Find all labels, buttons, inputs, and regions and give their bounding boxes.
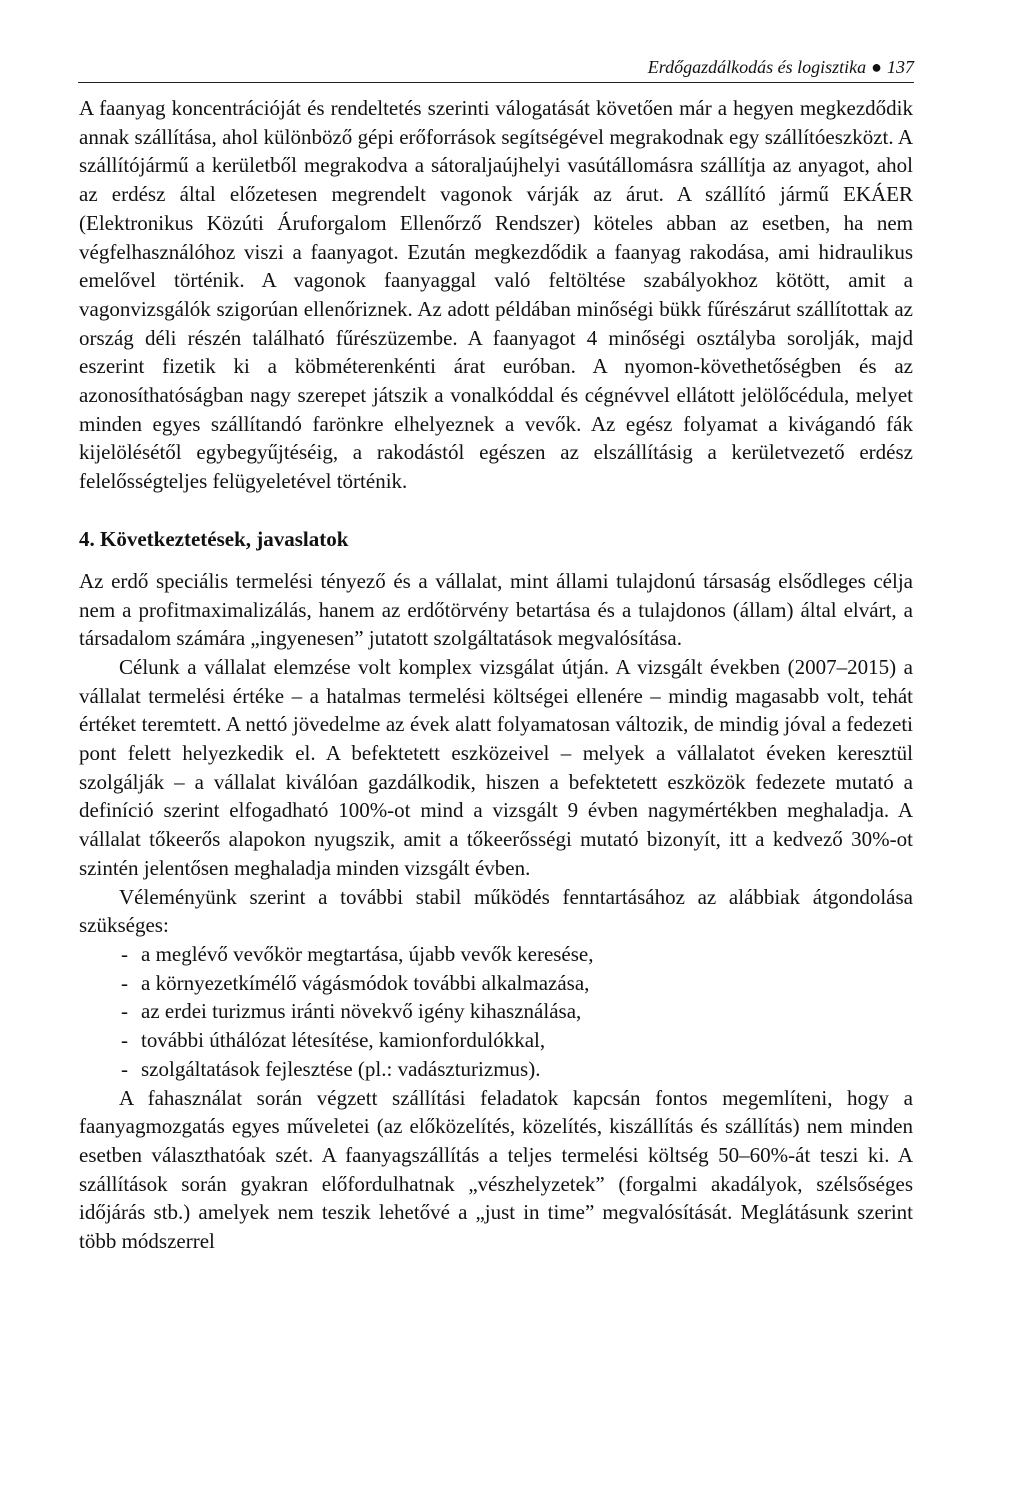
list-marker: - <box>121 970 128 995</box>
page-number: 137 <box>887 57 914 77</box>
list-marker: - <box>121 999 128 1024</box>
list-item-text: szolgáltatások fejlesztése (pl.: vadászturizmus). <box>141 1056 541 1081</box>
list-item <box>79 997 913 1026</box>
list-item <box>79 1026 913 1055</box>
paragraph-analysis: Célunk a vállalat elemzése volt komplex vizsgálat útján. A vizsgált években (2007–2015) a vállalat termelési értéke – a hatalmas termelési költségei ellenére – mindig magasabb volt, tehát értéket teremtett. A nettó jövedelme az évek alatt folyamatosan változik, de mindig jóval a fedezeti pont felett helyezkedik el. A befektetett eszközeivel – melyek a vállalatot éveken keresztül szolgálják – a vállalat kiválóan gazdálkodik, hiszen a befektetett eszközök fedezete mutató a definíció szerint elfogadható 100%-ot mind a vizsgált 9 évben nagymértékben meghaladja. A vállalat tőkeerős alapokon nyugszik, amit a tőkeerősségi mutató bizonyít, itt a kedvező 30%-ot szintén jelentősen meghaladja minden vizsgált évben. <box>79 654 913 880</box>
list-marker: - <box>121 1028 128 1053</box>
journal-title: Erdőgazdálkodás és logisztika <box>647 57 867 77</box>
paragraph-recommendations-intro: Véleményünk szerint a további stabil működés fenntartásához az alábbiak átgondolása szükséges: <box>79 884 913 938</box>
list-item-text: a meglévő vevőkör megtartása, újabb vevők keresése, <box>141 941 594 966</box>
paragraph-forest-role: Az erdő speciális termelési tényező és a vállalat, mint állami tulajdonú társaság elsődleges célja nem a profitmaximalizálás, hanem az erdőtörvény betartása és a tulajdonos (állam) által elvárt, a társadalom számára „ingyenesen” jutatott szolgáltatások megvalósítása. <box>79 568 913 651</box>
body-text <box>79 94 913 1256</box>
paragraph-logistics: A faanyag koncentrációját és rendeltetés szerinti válogatását követően már a hegyen megkezdődik annak szállítása, ahol különböző gépi erőforrások segítségével megrakodnak egy szállítóeszközt. A szállítójármű a kerületből megrakodva a sátoraljaújhelyi vasútállomásra szállítja az anyagot, ahol az erdész által előzetesen megrendelt vagonok várják az árut. A szállító jármű EKÁER (Elektronikus Közúti Áruforgalom Ellenőrző Rendszer) köteles abban az esetben, ha nem végfelhasználóhoz viszi a faanyagot. Ezután megkezdődik a faanyag rakodása, ami hidraulikus emelővel történik. A vagonok faanyaggal való feltöltése szabályokhoz kötött, amit a vagonvizsgálók szigorúan ellenőriznek. Az adott példában minőségi bükk fűrészárut szállítottak az ország déli részén található fűrészüzembe. A faanyagot 4 minőségi osztályba sorolják, majd eszerint fizetik ki a köbméterenkénti árat euróban. A nyomon-követhetőségben és az azonosíthatóságban nagy szerepet játszik a vonalkóddal és cégnévvel ellátott jelölőcédula, melyet minden egyes szállítandó farönkre elhelyeznek a vevők. Az egész folyamat a kivágandó fák kijelölésétől egybegyűjtéséig, a rakodástól egészen az elszállításig a kerületvezető erdész felelősségteljes felügyeletével történik. <box>79 96 913 494</box>
list-item-text: a környezetkímélő vágásmódok további alkalmazása, <box>141 970 590 995</box>
header-separator: ● <box>871 57 882 77</box>
recommendation-list <box>79 940 913 1084</box>
section-heading: 4. Következtetések, javaslatok <box>79 526 349 551</box>
list-item <box>79 1055 913 1084</box>
list-item <box>79 940 913 969</box>
list-item <box>79 969 913 998</box>
paragraph-transport: A fahasználat során végzett szállítási feladatok kapcsán fontos megemlíteni, hogy a faanyagmozgatás egyes műveletei (az előközelítés, közelítés, kiszállítás és szállítás) nem minden esetben választhatóak szét. A faanyagszállítás a teljes termelési költség 50–60%-át teszi ki. A szállítások során gyakran előfordulhatnak „vészhelyzetek” (forgalmi akadályok, szélsőséges időjárás stb.) amelyek nem teszik lehetővé a „just in time” megvalósítását. Meglátásunk szerint több módszerrel <box>79 1085 913 1254</box>
list-item-text: az erdei turizmus iránti növekvő igény kihasználása, <box>141 999 582 1024</box>
list-marker: - <box>121 941 128 966</box>
list-item-text: további úthálózat létesítése, kamionfordulókkal, <box>141 1028 546 1053</box>
list-marker: - <box>121 1056 128 1081</box>
running-header <box>78 52 914 83</box>
